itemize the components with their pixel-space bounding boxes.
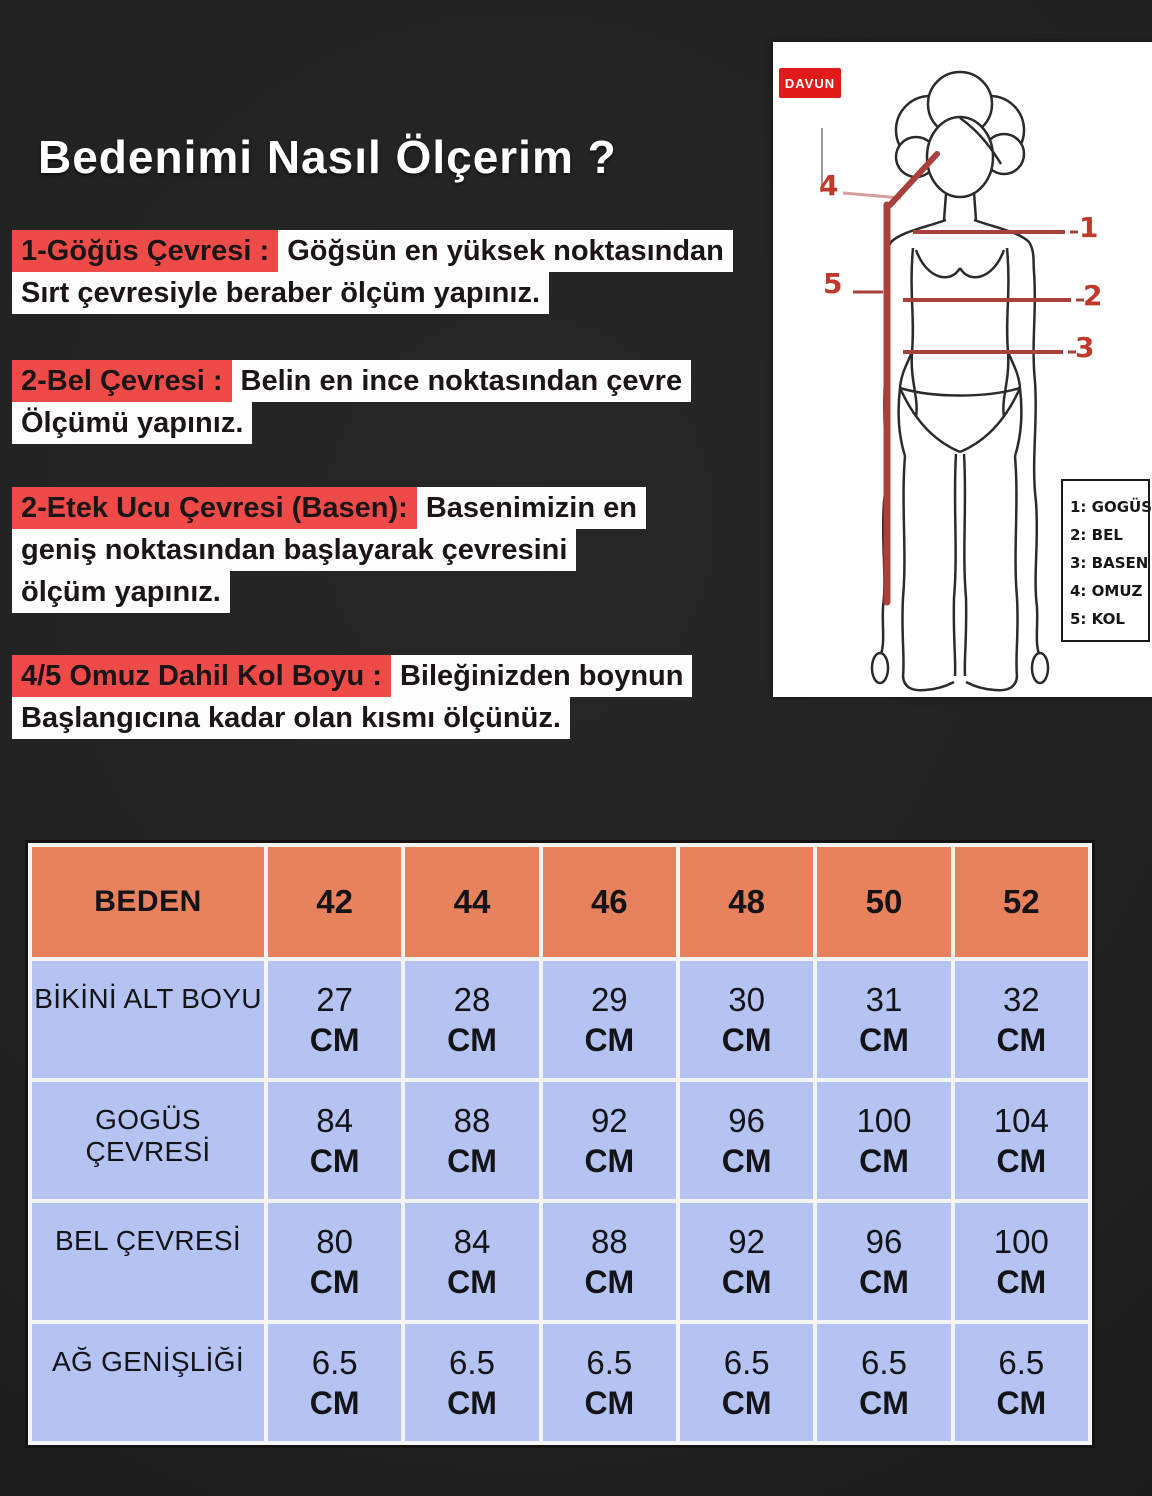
table-cell: 92 CM [543,1082,676,1199]
legend-item-gogus: 1: GOGÜS [1070,498,1152,516]
brand-logo: DAVUN [779,68,841,98]
legend-item-bel: 2: BEL [1070,526,1123,544]
instruction-hip-line3: ölçüm yapınız. [12,571,230,613]
table-cell: 6.5 CM [543,1324,676,1441]
table-cell: 100 CM [955,1203,1088,1320]
instruction-arm-label: 4/5 Omuz Dahil Kol Boyu : [12,655,391,697]
instruction-arm [12,655,692,739]
table-cell: 6.5 CM [268,1324,401,1441]
instruction-hip-text: Basenimizin en [417,487,646,529]
table-header-beden: BEDEN [32,847,264,957]
instruction-chest [12,230,733,314]
table-header-size: 52 [955,847,1088,957]
table-cell: 6.5 CM [955,1324,1088,1441]
table-cell: 92 CM [680,1203,813,1320]
table-cell: 84 CM [405,1203,538,1320]
marker-4-shoulder: 4 [819,169,839,202]
table-header-size: 46 [543,847,676,957]
instruction-arm-text: Bileğinizden boynun [391,655,693,697]
table-cell: 27 CM [268,961,401,1078]
marker-1-chest: 1 [1079,211,1099,244]
table-cell: 30 CM [680,961,813,1078]
row-label-bel-cevresi: BEL ÇEVRESİ [32,1203,264,1320]
table-cell: 80 CM [268,1203,401,1320]
table-cell: 88 CM [543,1203,676,1320]
instruction-chest-text: Göğsün en yüksek noktasından [278,230,733,272]
instruction-hip [12,487,646,613]
table-cell: 6.5 CM [817,1324,950,1441]
table-header-size: 50 [817,847,950,957]
table-cell: 88 CM [405,1082,538,1199]
table-cell: 6.5 CM [680,1324,813,1441]
table-cell: 96 CM [680,1082,813,1199]
instruction-hip-label: 2-Etek Ucu Çevresi (Basen): [12,487,417,529]
size-table [25,840,1095,1448]
marker-3-hip: 3 [1075,331,1095,364]
legend-item-basen: 3: BASEN [1070,554,1149,572]
instruction-chest-label: 1-Göğüs Çevresi : [12,230,278,272]
table-cell: 29 CM [543,961,676,1078]
row-label-ag-genisligi: AĞ GENİŞLİĞİ [32,1324,264,1441]
marker-5-arm: 5 [823,267,843,300]
table-cell: 32 CM [955,961,1088,1078]
row-label-gogus-cevresi: GOGÜS ÇEVRESİ [32,1082,264,1199]
measurement-diagram-panel [773,42,1152,697]
table-cell: 96 CM [817,1203,950,1320]
marker-2-waist: 2 [1083,279,1103,312]
legend-item-omuz: 4: OMUZ [1070,582,1143,600]
row-label-bikini-alt-boyu: BİKİNİ ALT BOYU [32,961,264,1078]
table-cell: 100 CM [817,1082,950,1199]
table-cell: 28 CM [405,961,538,1078]
instruction-chest-line2: Sırt çevresiyle beraber ölçüm yapınız. [12,272,549,314]
table-header-size: 44 [405,847,538,957]
table-header-size: 48 [680,847,813,957]
instruction-waist [12,360,691,444]
instruction-waist-label: 2-Bel Çevresi : [12,360,232,402]
page-title: Bedenimi Nasıl Ölçerim ? [38,131,617,183]
instruction-arm-line2: Başlangıcına kadar olan kısmı ölçünüz. [12,697,570,739]
instruction-hip-line2: geniş noktasından başlayarak çevresini [12,529,576,571]
table-cell: 31 CM [817,961,950,1078]
legend-item-kol: 5: KOL [1070,610,1125,628]
table-cell: 6.5 CM [405,1324,538,1441]
instruction-waist-text: Belin en ince noktasından çevre [232,360,692,402]
instruction-waist-line2: Ölçümü yapınız. [12,402,252,444]
diagram-legend [1061,479,1150,642]
table-cell: 84 CM [268,1082,401,1199]
table-cell: 104 CM [955,1082,1088,1199]
table-header-size: 42 [268,847,401,957]
